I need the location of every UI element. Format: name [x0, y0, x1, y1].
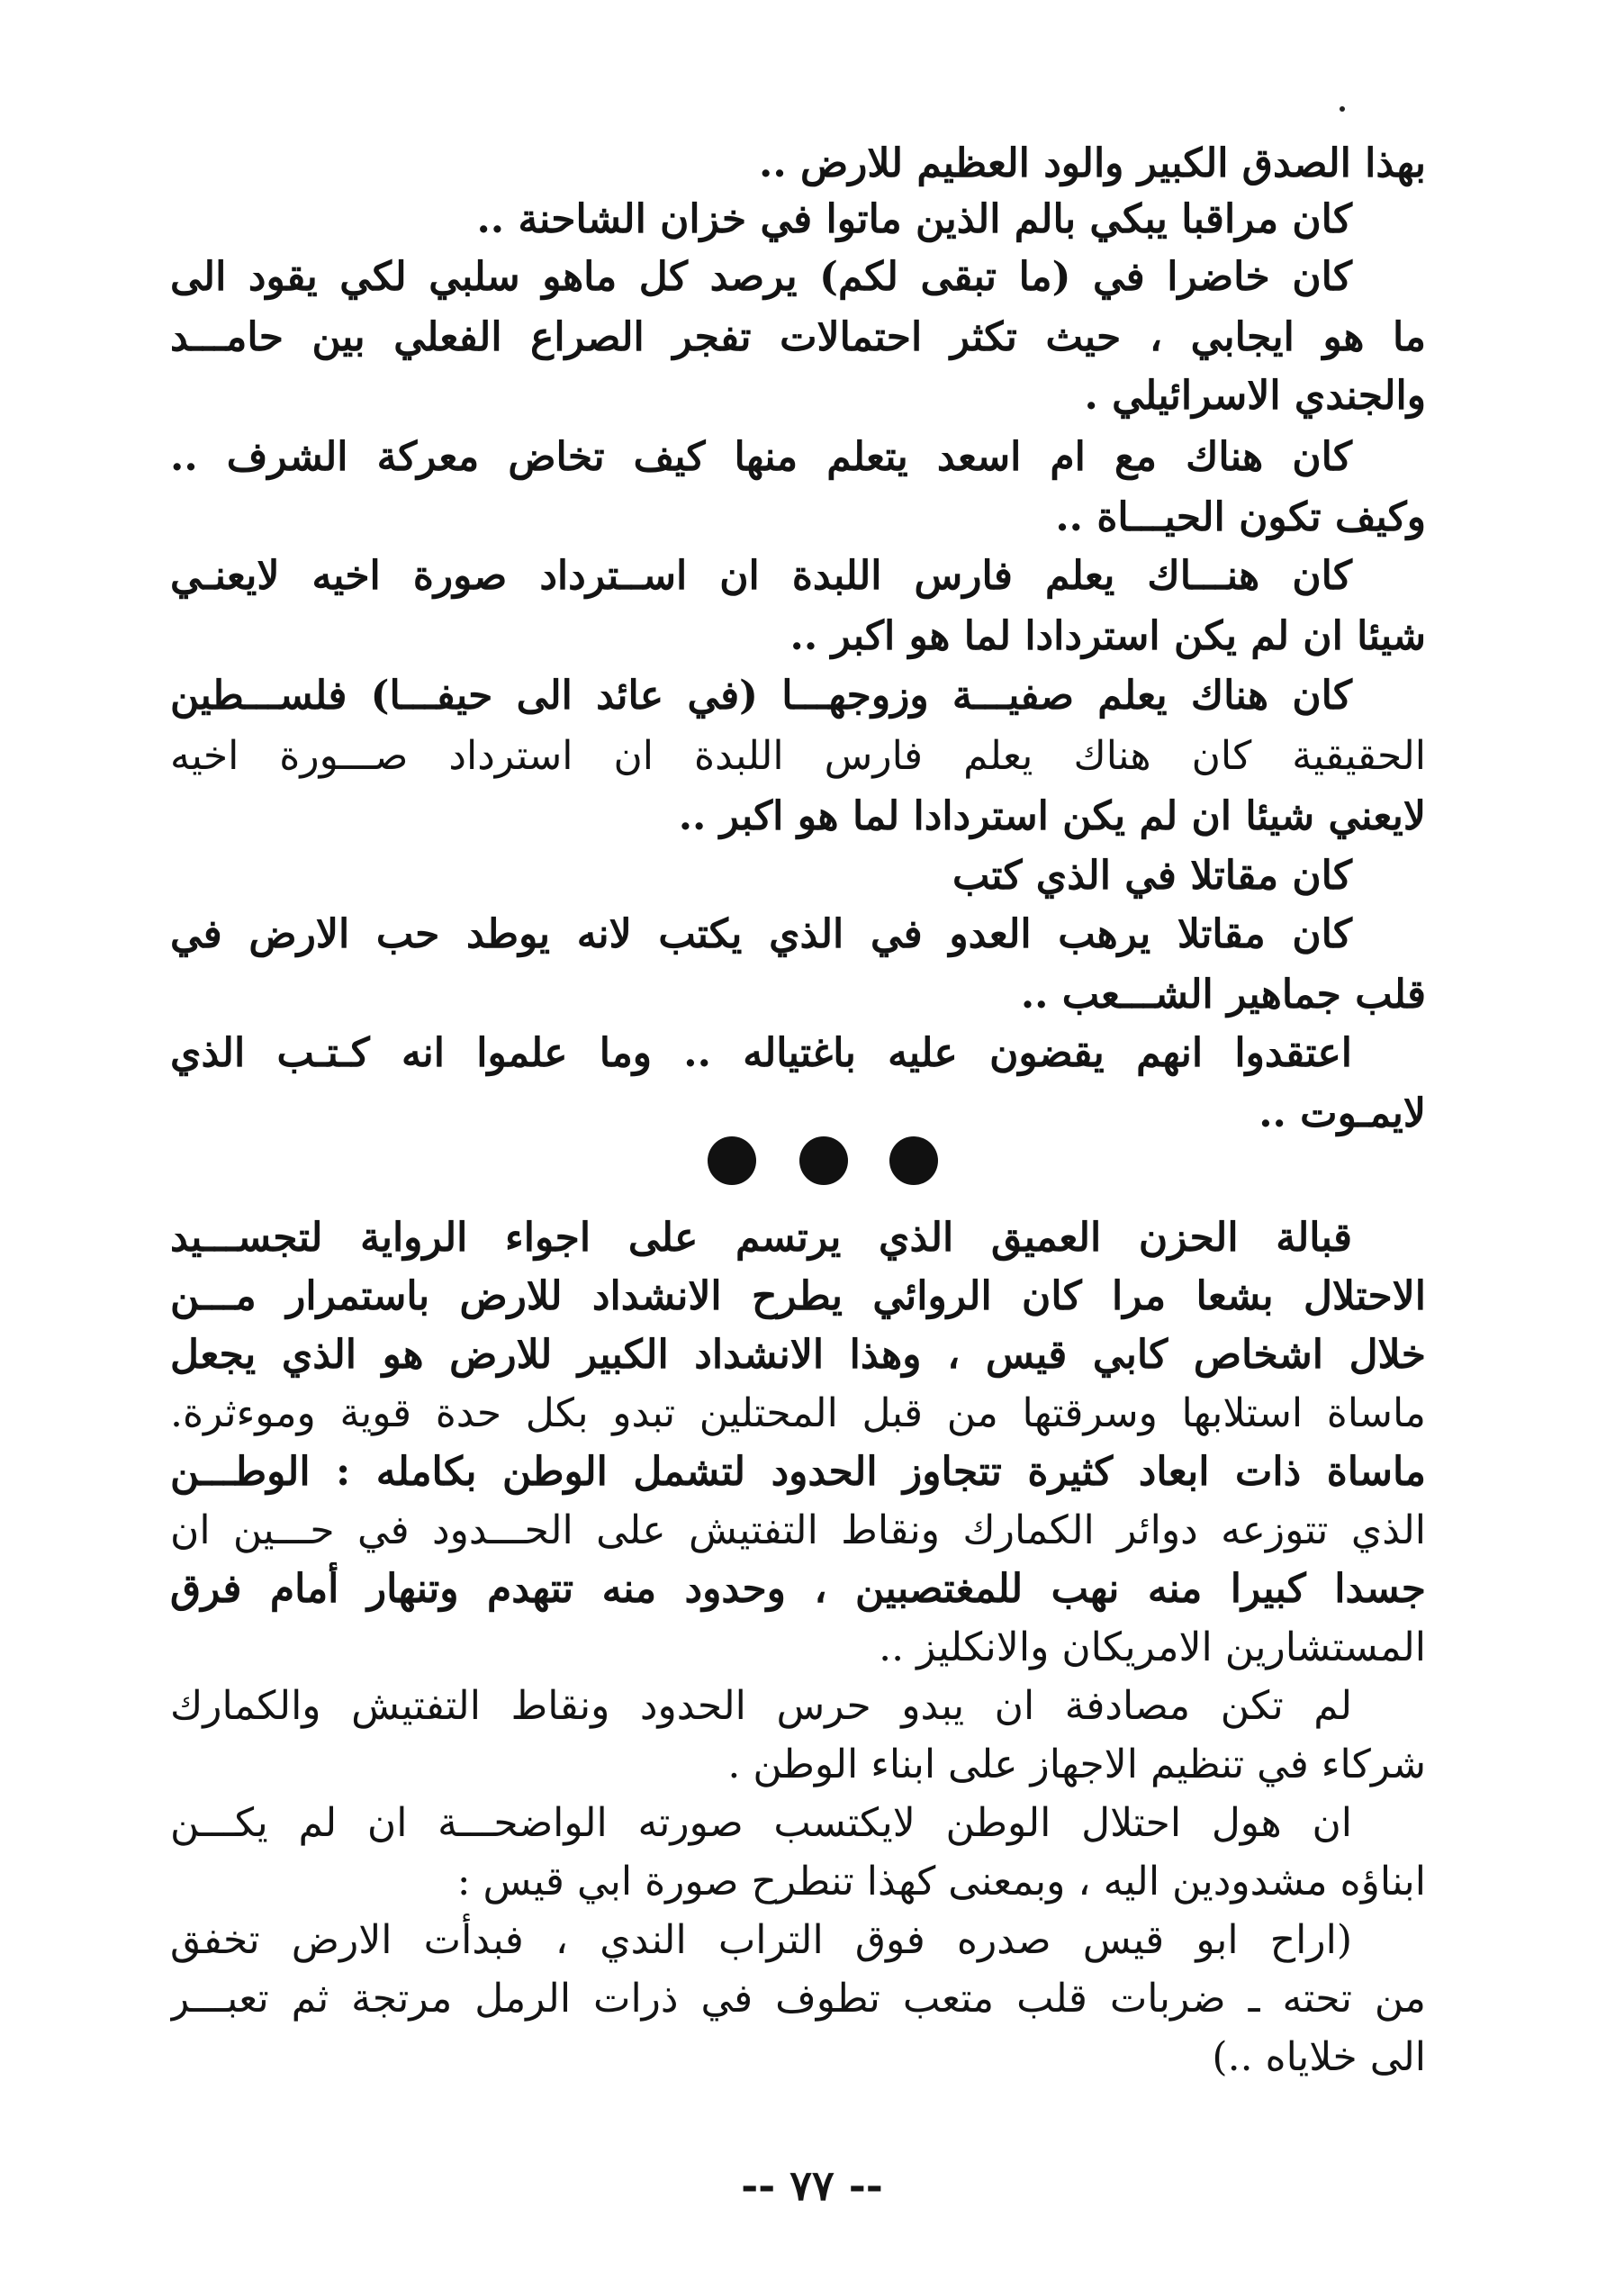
text-line: الحقيقية كان هناك يعلم فارس اللبدة ان استرداد صـــورة اخيه	[170, 733, 1426, 779]
section-separator	[0, 1136, 1624, 1190]
text-line: ابناؤه مشدودين اليه ، وبمعنى كهذا تنطرح صورة ابي قيس :	[456, 1859, 1426, 1905]
ink-speck	[1340, 106, 1345, 112]
text-line: لايعني شيئا ان لم يكن استردادا لما هو اكبر ..	[678, 793, 1426, 839]
text-line: كان هناك مع ام اسعد يتعلم منها كيف تخاض معركة الشرف ..	[170, 434, 1352, 480]
text-line: جسدا كبيرا منه نهب للمغتصبين ، وحدود منه تتهدم وتنهار أمام فرق	[170, 1566, 1426, 1612]
page-number: -- ٧٧ --	[741, 2161, 883, 2210]
text-line: قبالة الحزن العميق الذي يرتسم على اجواء الرواية لتجســـيد	[170, 1215, 1352, 1261]
separator-dot	[889, 1136, 938, 1185]
text-line: كان مقاتلا يرهب العدو في الذي يكتب لانه يوطد حب الارض في	[170, 911, 1352, 957]
text-line: كان خاضرا في (ما تبقى لكم) يرصد كل ماهو سلبي لكي يقود الى	[170, 254, 1352, 300]
text-line: المستشارين الامريكان والانكليز ..	[879, 1624, 1426, 1670]
text-line: كان هنـــاك يعلم فارس اللبدة ان اســترداد صورة اخيه لايعنـي	[170, 553, 1352, 599]
text-line: بهذا الصدق الكبير والود العظيم للارض ..	[759, 140, 1426, 186]
text-line: كان هناك يعلم صفيـــة وزوجهـــا (في عائد الى حيفـــا) فلســـطين	[170, 673, 1352, 719]
text-line: لم تكن مصادفة ان يبدو حرس الحدود ونقاط التفتيش والكمارك	[170, 1683, 1352, 1729]
text-line: الذي تتوزعه دوائر الكمارك ونقاط التفتيش على الحـــدود في حـــين ان	[170, 1507, 1426, 1553]
separator-dot	[799, 1136, 848, 1185]
text-line: والجندي الاسرائيلي .	[1084, 373, 1426, 419]
text-line: كان مقاتلا في الذي كتب	[952, 853, 1352, 899]
text-line: لايمـوت ..	[1259, 1090, 1426, 1136]
text-line: الاحتلال بشعا مرا كان الروائي يطرح الانشداد للارض باستمرار مـــن	[170, 1273, 1426, 1319]
text-line: ماساة استلابها وسرقتها من قبل المحتلين تبدو بكل حدة قوية وموءثرة.	[170, 1390, 1426, 1436]
text-line: الى خلاياه ..)	[1212, 2034, 1426, 2080]
text-line: كان مراقبا يبكي بالم الذين ماتوا في خزان الشاحنة ..	[476, 196, 1352, 242]
text-line: قلب جماهير الشـــعب ..	[1020, 972, 1426, 1018]
text-line: خلال اشخاص كابي قيس ، وهذا الانشداد الكبير للارض هو الذي يجعل	[170, 1332, 1426, 1378]
text-line: (اراح ابو قيس صدره فوق التراب الندي ، فبدأت الارض تخفق	[170, 1917, 1352, 1963]
text-line: شركاء في تنظيم الاجهاز على ابناء الوطن .	[727, 1742, 1426, 1787]
text-line: من تحته ـ ضربات قلب متعب تطوف في ذرات الرمل مرتجة ثم تعبـــر	[170, 1976, 1426, 2022]
text-line: ما هو ايجابي ، حيث تكثر احتمالات تفجر الصراع الفعلي بين حامـــد	[170, 314, 1426, 360]
text-line: شيئا ان لم يكن استردادا لما هو اكبر ..	[789, 613, 1426, 659]
text-line: اعتقدوا انهم يقضون عليه باغتياله .. وما علموا انه كـتـب الذي	[170, 1030, 1352, 1076]
text-line: ماساة ذات ابعاد كثيرة تتجاوز الحدود لتشمل الوطن بكامله : الوطـــن	[170, 1449, 1426, 1495]
separator-dot	[708, 1136, 756, 1185]
text-line: ان هول احتلال الوطن لايكتسب صورته الواضحـــة ان لم يكـــن	[170, 1800, 1352, 1846]
text-line: وكيف تكون الحيـــاة ..	[1055, 494, 1426, 540]
